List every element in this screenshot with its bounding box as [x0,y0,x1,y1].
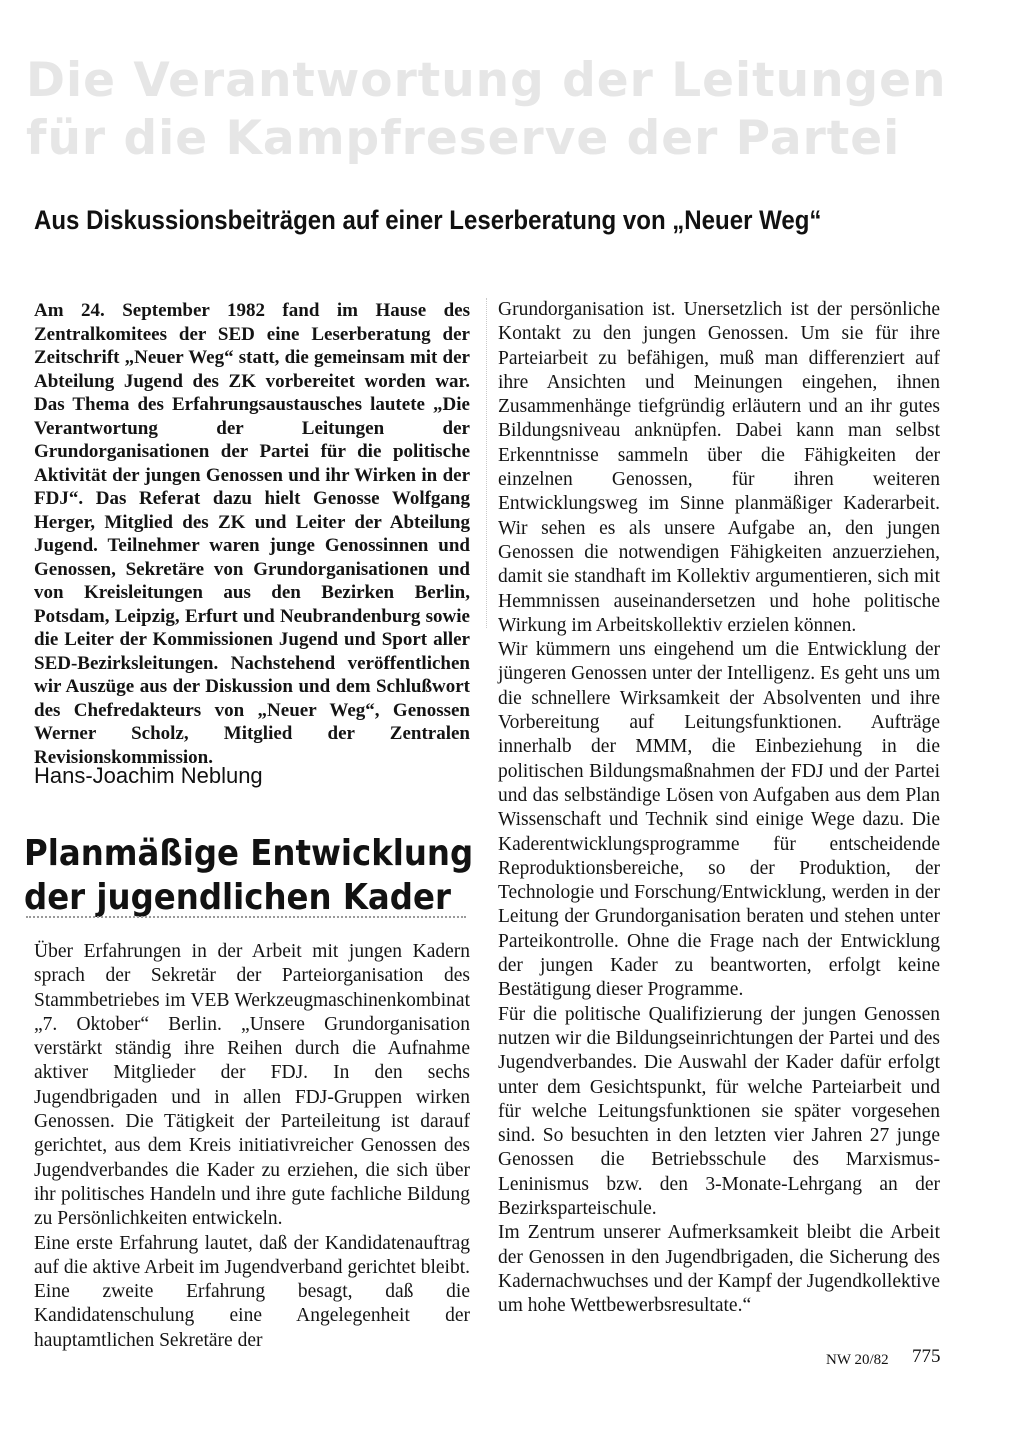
headline-line-1: Die Verantwortung der Leitungen [26,53,947,108]
intro-text: Am 24. September 1982 fand im Hause des Zentralkomitees der SED eine Leserberatung der Zeitschrift „Neuer Weg“ statt, die gemeinsam mit der Abteilung Jugend des ZK vorbereitet worden war. Das Thema des Erfahrungsaustausches lautete „Die Verantwortung der Leitungen der Grundorganisationen der Partei für die politische Aktivität der jungen Genossen und ihr Wirken in der FDJ“. Das Referat dazu hielt Genosse Wolfgang Herger, Mitglied des ZK und Leiter der Abteilung Jugend. Teilnehmer waren junge Genossinnen und Genossen, Sekretäre von Grundorganisationen und von Kreisleitungen aus den Bezirken Berlin, Potsdam, Leipzig, Erfurt und Neubrandenburg sowie die Leiter der Kommissionen Jugend und Sport aller SED-Bezirksleitungen. Nachstehend veröffentlichen wir Auszüge aus der Diskussion und dem Schlußwort des Chefredakteurs von „Neuer Weg“, Genossen Werner Scholz, Mitglied der Zentralen Revisionskommission. [34,300,470,768]
body-paragraph: Eine erste Erfahrung lautet, daß der Kandidatenauftrag auf die aktive Arbeit im Jugendverband gerichtet bleibt. Eine zweite Erfahrung besagt, daß die Kandidatenschulung eine Angelegenheit der hauptamtlichen Sekretäre der [34,1232,470,1351]
article-title-line-2: der jugendlichen Kader [24,877,451,918]
column-divider [486,298,487,628]
intro-paragraph [34,299,470,769]
left-column-body [34,940,470,1353]
body-paragraph: Für die politische Qualifizierung der jungen Genossen nutzen wir die Bildungseinrichtungen der Partei und des Jugendverbandes. Die Auswahl der Kader dafür erfolgt unter dem Gesichtspunkt, für welche Parteiarbeit und für welche Leitungsfunktionen sie später vorgesehen sind. So besuchten in den letzten vier Jahren 27 junge Genossen die Betriebsschule des Marxismus-Leninismus bzw. den 3-Monate-Lehrgang an der Bezirksparteischule. [498,1003,940,1219]
body-paragraph: Im Zentrum unserer Aufmerksamkeit bleibt die Arbeit der Genossen in den Jugendbrigaden, die Sicherung des Kadernachwuchses und der Kampf der Jugendkollektive um hohe Wettbewerbsresultate.“ [498,1222,940,1317]
page-number: 775 [912,1346,941,1367]
article-title-line-1: Planmäßige Entwicklung [24,833,474,874]
body-paragraph: Über Erfahrungen in der Arbeit mit jungen Kadern sprach der Sekretär der Parteiorganisation des Stammbetriebes im VEB Werkzeugmaschinenkombinat „7. Oktober“ Berlin. „Unsere Grundorganisation verstärkt ständig ihre Reihen durch die Aufnahme aktiver Mitglieder der FDJ. In den sechs Jugendbrigaden und in allen FDJ-Gruppen wirken Genossen. Die Tätigkeit der Parteileitung ist darauf gerichtet, aus dem Kreis initiativreicher Genossen des Jugendverbandes die Kader zu erziehen, die sich über ihr politisches Handeln und ihre gute fachliche Bildung zu Persönlichkeiten entwickeln. [34,941,470,1230]
author-name: Hans-Joachim Neblung [34,763,263,788]
body-paragraph: Wir kümmern uns eingehend um die Entwicklung der jüngeren Genossen unter der Intelligenz. Es geht uns um die schnellere Wirksamkeit der Absolventen und ihre Vorbereitung auf Leitungsfunktionen. Aufträge innerhalb der MMM, die Einbeziehung in die politischen Bildungsmaßnahmen der FDJ und der Partei und das selbständige Lösen von Aufgaben aus dem Plan Wissenschaft und Technik sind einige Wege dazu. Die Kaderentwicklungsprogramme für entscheidende Reproduktionsbereiche, so der Produktion, der Technologie und Forschung/Entwicklung, werden in der Leitung der Grundorganisation beraten und stehen unter Parteikontrolle. Ohne die Frage nach der Entwicklung der jungen Kader zu beantworten, erfolgt keine Bestätigung dieser Programme. [498,639,940,1001]
subtitle: Aus Diskussionsbeiträgen auf einer Leserberatung von „Neuer Weg“ [34,205,822,235]
article-title [24,832,484,920]
title-divider [26,916,466,918]
body-paragraph: Grundorganisation ist. Unersetzlich ist der persönliche Kontakt zu den jungen Genossen. Um sie für ihre Parteiarbeit zu befähigen, muß man differenziert auf ihre Ansichten und Meinungen eingehen, ihnen Zusammenhänge tiefgründig erläutern und an ihr gutes Bildungsniveau anknüpfen. Dabei kann man selbst Erkenntnisse sammeln über die Fähigkeiten der einzelnen Genossen, für ihren weiteren Entwicklungsweg im Sinne planmäßiger Kaderarbeit. Wir sehen es als unsere Aufgabe an, den jungen Genossen die notwendigen Fähigkeiten anzuerziehen, damit sie standhaft im Kollektiv argumentieren, sich mit Hemmnissen auseinandersetzen und hohe politische Wirkung im Arbeitskollektiv erzielen können. [498,299,940,636]
headline-line-2: für die Kampfreserve der Partei [26,111,901,166]
faded-headline [26,52,947,168]
issue-reference: NW 20/82 [826,1352,889,1368]
right-column-body [498,298,940,1318]
